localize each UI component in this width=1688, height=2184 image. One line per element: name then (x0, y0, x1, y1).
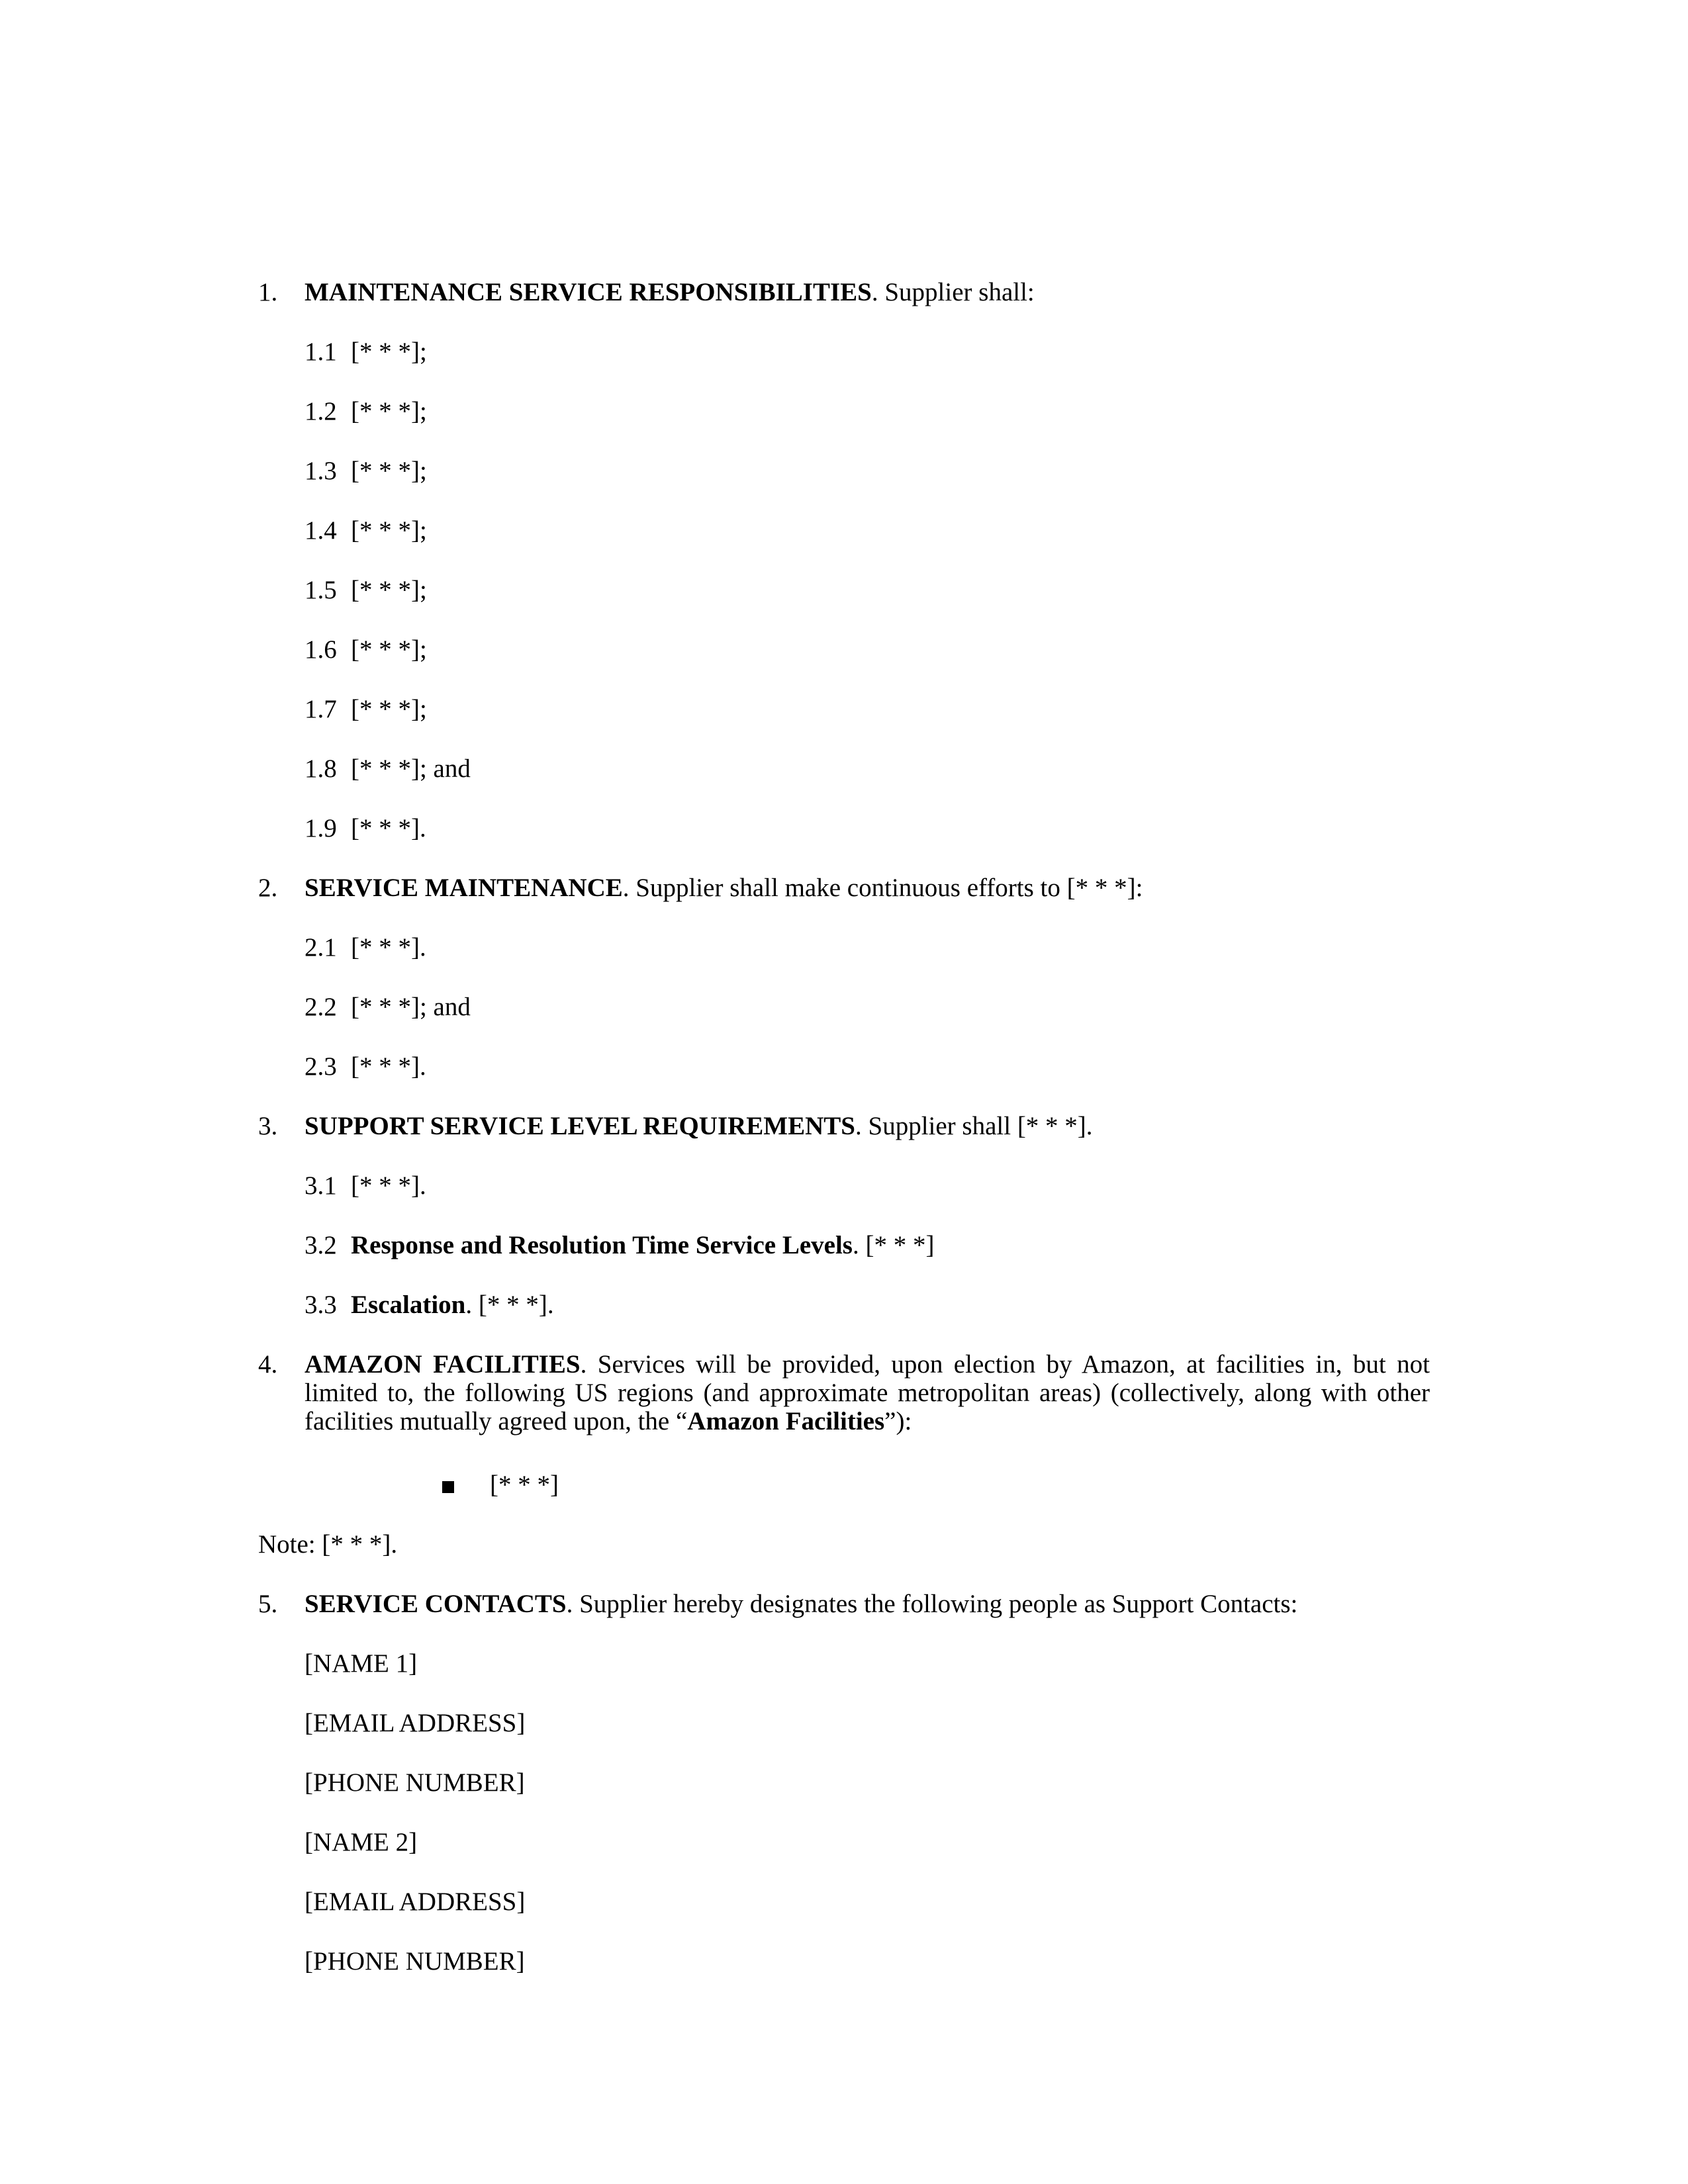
section-heading: SUPPORT SERVICE LEVEL REQUIREMENTS (305, 1112, 855, 1140)
section-number: 5. (258, 1590, 278, 1618)
section-text: . Supplier hereby designates the following people as Support Contacts: (566, 1590, 1298, 1618)
list-item: 2.1 [* * *]. (305, 933, 426, 962)
section-4-paragraph: AMAZON FACILITIES. Services will be provided, upon election by Amazon, at facilities in, but not limited to, the following US regions (and approximate metropolitan areas) (collectively, along with other facilities mutually agreed upon, the “Amazon Facilities”): (305, 1350, 1430, 1435)
list-item: 1.3 [* * *]; (305, 457, 427, 485)
list-item: 2.2 [* * *]; and (305, 993, 471, 1021)
list-item: 3.2 Response and Resolution Time Service Levels. [* * *] (305, 1231, 935, 1259)
section-number: 3. (258, 1112, 278, 1140)
contact-email: [EMAIL ADDRESS] (305, 1888, 526, 1916)
defined-term: Amazon Facilities (687, 1407, 885, 1435)
list-item: 1.6 [* * *]; (305, 635, 427, 664)
section-heading-line (305, 1590, 1297, 1619)
list-item: 1.4 [* * *]; (305, 516, 427, 545)
list-item: 1.7 [* * *]; (305, 695, 427, 723)
list-item: 1.9 [* * *]. (305, 814, 426, 842)
contact-phone: [PHONE NUMBER] (305, 1768, 525, 1797)
section-heading: SERVICE MAINTENANCE (305, 874, 623, 902)
contact-name: [NAME 1] (305, 1649, 418, 1678)
section-text: . Supplier shall [* * *]. (855, 1112, 1093, 1140)
section-number: 4. (258, 1350, 278, 1379)
note: Note: [* * *]. (258, 1530, 398, 1559)
square-bullet-icon (442, 1481, 454, 1493)
contact-email: [EMAIL ADDRESS] (305, 1709, 526, 1737)
contact-name: [NAME 2] (305, 1828, 418, 1856)
section-text: . Supplier shall make continuous efforts to [* * *]: (622, 874, 1143, 902)
section-text: . Services will be provided, upon election by Amazon, at facilities in, but not limited to, the following US regions (and approximate metropolitan areas) (collectively, along with other facilities mutually agreed upon, the “ (305, 1350, 1430, 1435)
section-heading-line (305, 278, 1035, 307)
list-item: 2.3 [* * *]. (305, 1052, 426, 1081)
section-number: 1. (258, 278, 278, 306)
list-item: 1.8 [* * *]; and (305, 754, 471, 783)
list-item: 1.5 [* * *]; (305, 576, 427, 604)
list-item: 3.3 Escalation. [* * *]. (305, 1291, 554, 1319)
section-heading-line (305, 1112, 1093, 1141)
section-heading: SERVICE CONTACTS (305, 1590, 567, 1618)
bullet-item: [* * *] (490, 1471, 559, 1499)
list-item: 1.2 [* * *]; (305, 397, 427, 426)
section-number: 2. (258, 874, 278, 902)
contact-phone: [PHONE NUMBER] (305, 1947, 525, 1976)
section-heading-line (305, 874, 1143, 903)
section-heading: MAINTENANCE SERVICE RESPONSIBILITIES (305, 278, 872, 306)
list-item: 1.1 [* * *]; (305, 338, 427, 366)
section-heading: AMAZON FACILITIES (305, 1350, 581, 1379)
list-item: 3.1 [* * *]. (305, 1171, 426, 1200)
section-text: . Supplier shall: (871, 278, 1035, 306)
